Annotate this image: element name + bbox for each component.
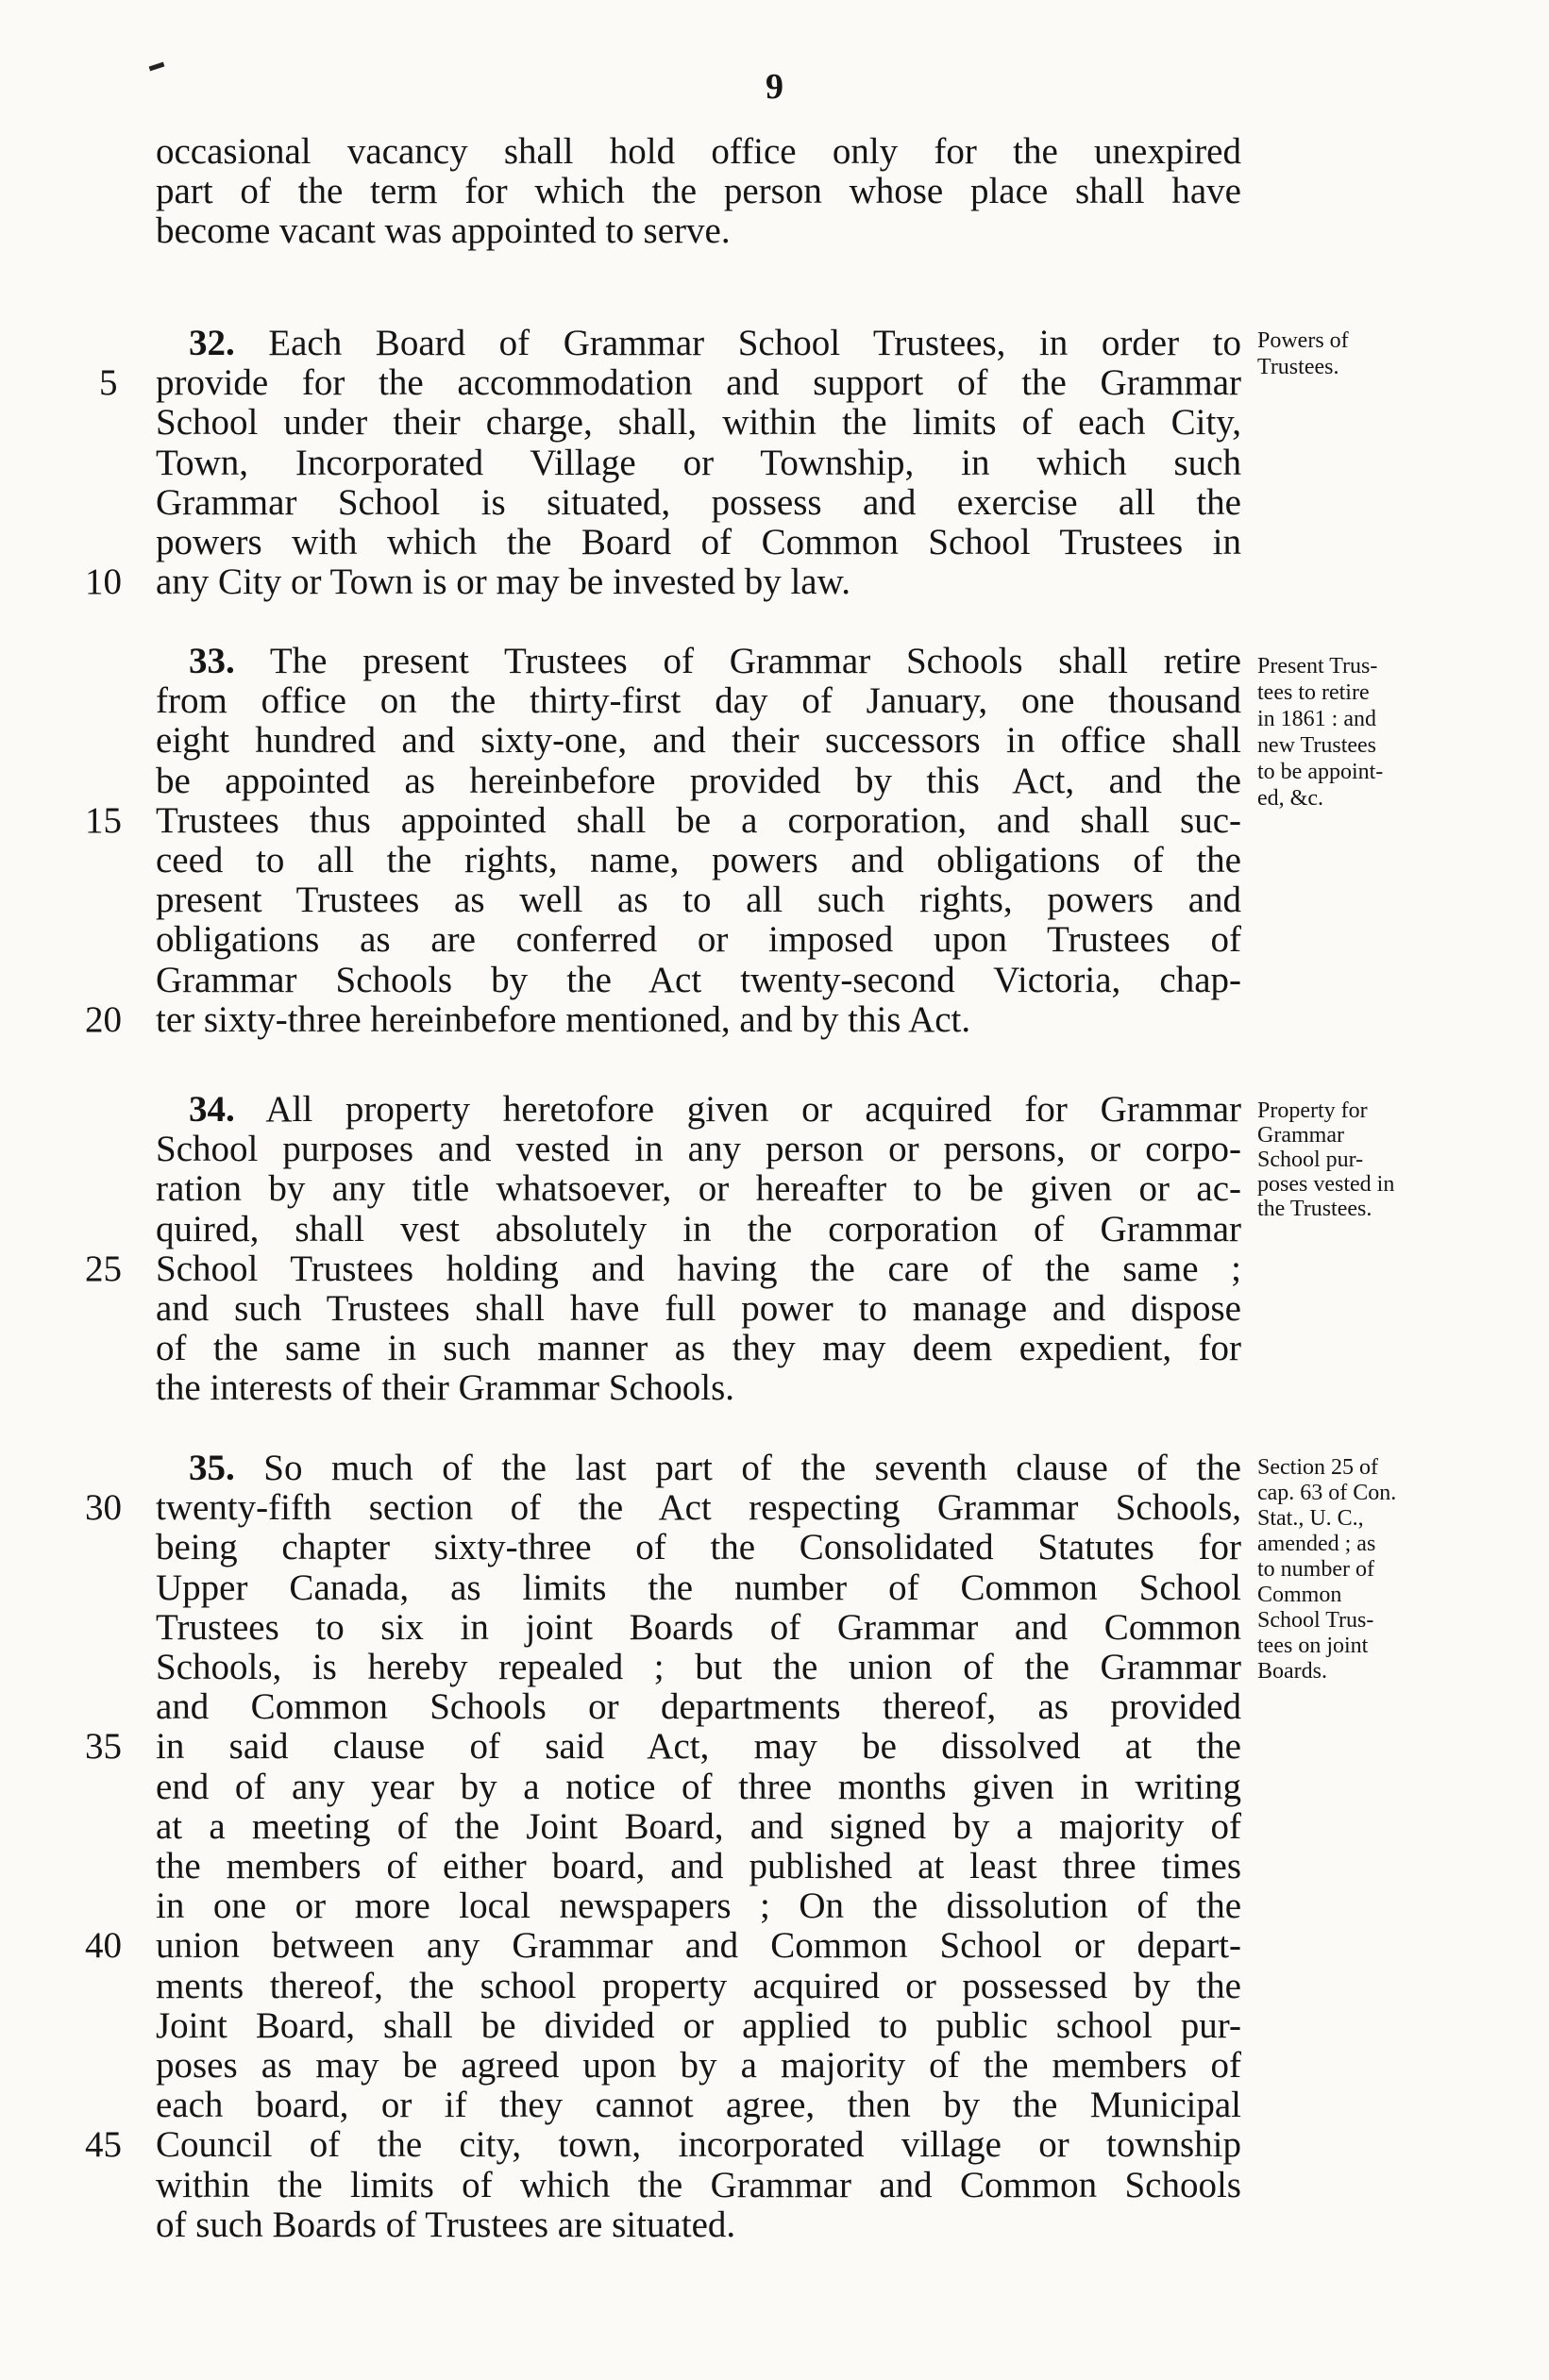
section-line: obligations as are conferred or imposed upon Trustees of xyxy=(156,919,1241,961)
line-number: 30 xyxy=(85,1487,122,1528)
section-line: and Common Schools or departments thereof, as provided xyxy=(156,1686,1241,1728)
section-line: in one or more local newspapers ; On the dissolution of the xyxy=(156,1886,1241,1927)
line-number: 45 xyxy=(85,2124,122,2165)
margin-note: Trustees. xyxy=(1257,355,1339,379)
section-number: 34. xyxy=(189,1089,235,1130)
margin-note: to be appoint- xyxy=(1257,760,1384,784)
section-line: twenty-fifth section of the Act respecting Grammar Schools, xyxy=(156,1487,1241,1529)
page-number: 9 xyxy=(766,67,783,107)
section-line: Trustees to six in joint Boards of Grammar and Common xyxy=(156,1606,1241,1648)
section-line: of the same in such manner as they may deem expedient, for xyxy=(156,1328,1241,1369)
section-line: Schools, is hereby repealed ; but the union of the Grammar xyxy=(156,1647,1241,1687)
intro-line: part of the term for which the person whose place shall have xyxy=(156,171,1241,211)
section-line: poses as may be agreed upon by a majority of the members of xyxy=(156,2045,1241,2086)
margin-note: School pur- xyxy=(1257,1148,1364,1172)
margin-note: Common xyxy=(1257,1583,1342,1607)
intro-line: occasional vacancy shall hold office only for the unexpired xyxy=(156,131,1241,172)
section-line: from office on the thirty-first day of January, one thousand xyxy=(156,680,1241,722)
line-number: 20 xyxy=(85,999,122,1040)
section-line: eight hundred and sixty-one, and their successors in office shall xyxy=(156,720,1241,762)
margin-note: in 1861 : and xyxy=(1257,707,1376,731)
section-line: each board, or if they cannot agree, then by the Municipal xyxy=(156,2085,1241,2126)
margin-note: Grammar xyxy=(1257,1123,1344,1148)
section-line xyxy=(189,1090,1241,1130)
section-line: powers with which the Board of Common School Trustees in xyxy=(156,522,1241,562)
section-line: Joint Board, shall be divided or applied to public school pur- xyxy=(156,2004,1241,2046)
margin-note: Boards. xyxy=(1257,1659,1327,1684)
line-number: 40 xyxy=(85,1925,122,1966)
section-line: in said clause of said Act, may be dissolved at the xyxy=(156,1726,1241,1768)
section-line: Town, Incorporated Village or Township, in which such xyxy=(156,442,1241,483)
section-line: of such Boards of Trustees are situated. xyxy=(156,2204,736,2245)
margin-note: Powers of xyxy=(1257,328,1349,353)
section-line: Trustees thus appointed shall be a corporation, and shall suc- xyxy=(156,799,1241,841)
section-line: quired, shall vest absolutely in the corporation of Grammar xyxy=(156,1208,1241,1249)
line-number: 25 xyxy=(85,1249,122,1289)
section-line: and such Trustees shall have full power to manage and dispose xyxy=(156,1288,1241,1329)
section-line: School under their charge, shall, within the limits of each City, xyxy=(156,402,1241,444)
section-line: the members of either board, and published at least three times xyxy=(156,1846,1241,1886)
line-number: 10 xyxy=(85,561,122,602)
section-line: ceed to all the rights, name, powers and obligations of the xyxy=(156,840,1241,880)
section-line: any City or Town is or may be invested by law. xyxy=(156,561,850,603)
section-number: 32. xyxy=(189,323,235,363)
section-line xyxy=(189,642,1241,681)
section-line: Grammar School is situated, possess and exercise all the xyxy=(156,481,1241,523)
section-line xyxy=(189,324,1241,363)
margin-note: to number of xyxy=(1257,1557,1374,1582)
margin-note: amended ; as xyxy=(1257,1532,1376,1556)
margin-note: Property for xyxy=(1257,1098,1368,1123)
margin-note: ed, &c. xyxy=(1257,786,1323,811)
section-line: Grammar Schools by the Act twenty-second Victoria, chap- xyxy=(156,959,1241,1000)
section-line: ter sixty-three hereinbefore mentioned, and by this Act. xyxy=(156,998,971,1040)
margin-note: Present Trus- xyxy=(1257,654,1378,679)
section-line: ments thereof, the school property acquired or possessed by the xyxy=(156,1965,1241,2006)
margin-note: Section 25 of xyxy=(1257,1455,1378,1480)
section-line: Upper Canada, as limits the number of Common School xyxy=(156,1567,1241,1608)
margin-note: tees on joint xyxy=(1257,1634,1369,1658)
section-text: The present Trustees of Grammar Schools shall retire xyxy=(234,641,1241,681)
section-line: School Trustees holding and having the care of the same ; xyxy=(156,1248,1241,1289)
section-number: 35. xyxy=(189,1448,235,1488)
section-line xyxy=(189,1449,1241,1488)
section-line: end of any year by a notice of three months given in writing xyxy=(156,1766,1241,1807)
line-number: 15 xyxy=(85,800,122,841)
section-line: ration by any title whatsoever, or hereafter to be given or ac- xyxy=(156,1168,1241,1210)
margin-note: cap. 63 of Con. xyxy=(1257,1481,1397,1505)
line-number: 5 xyxy=(99,362,118,403)
section-line: be appointed as hereinbefore provided by this Act, and the xyxy=(156,760,1241,801)
section-line: School purposes and vested in any person or persons, or corpo- xyxy=(156,1129,1241,1170)
margin-note: poses vested in xyxy=(1257,1172,1395,1197)
margin-note: tees to retire xyxy=(1257,680,1370,705)
section-line: within the limits of which the Grammar and Common Schools xyxy=(156,2164,1241,2205)
section-line: provide for the accommodation and support of the Grammar xyxy=(156,362,1241,404)
section-line: Council of the city, town, incorporated village or township xyxy=(156,2124,1241,2166)
section-text: Each Board of Grammar School Trustees, in order to xyxy=(234,323,1241,363)
margin-note: Stat., U. C., xyxy=(1257,1506,1364,1531)
section-line: present Trustees as well as to all such rights, powers and xyxy=(156,880,1241,921)
line-number: 35 xyxy=(85,1726,122,1767)
section-text: All property heretofore given or acquired for Grammar xyxy=(234,1089,1241,1130)
section-line: being chapter sixty-three of the Consolidated Statutes for xyxy=(156,1527,1241,1568)
section-line: at a meeting of the Joint Board, and signed by a majority of xyxy=(156,1805,1241,1847)
intro-line: become vacant was appointed to serve. xyxy=(156,210,731,251)
section-line: union between any Grammar and Common School or depart- xyxy=(156,1925,1241,1967)
section-number: 33. xyxy=(189,641,235,681)
margin-note: new Trustees xyxy=(1257,733,1377,758)
section-text: So much of the last part of the seventh clause of the xyxy=(234,1448,1241,1488)
margin-note: the Trustees. xyxy=(1257,1197,1372,1221)
margin-note: School Trus- xyxy=(1257,1608,1374,1633)
section-line: the interests of their Grammar Schools. xyxy=(156,1367,735,1409)
